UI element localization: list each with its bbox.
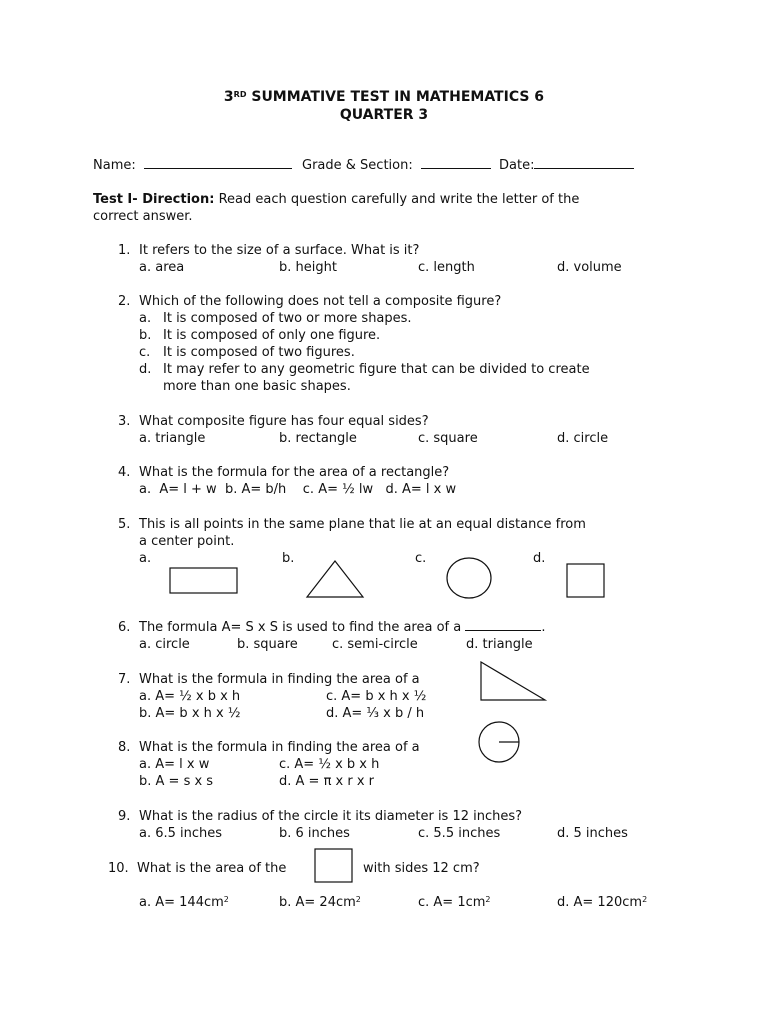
- question-text: What composite figure has four equal sides?: [139, 414, 429, 429]
- question-number: 5.: [118, 517, 131, 532]
- question-text: The formula A= S x S is used to find the area of a: [139, 620, 462, 635]
- question-number: 7.: [118, 672, 131, 687]
- circle-shape-icon: [445, 556, 493, 600]
- question-number: 3.: [118, 414, 131, 429]
- circle-radius-icon: [475, 720, 523, 764]
- question-text-line2: a center point.: [139, 534, 235, 549]
- question-number: 4.: [118, 465, 131, 480]
- options-line: a. A= l + w b. A= b/h c. A= ½ lw d. A= l x w: [139, 482, 457, 497]
- option-b: [279, 894, 361, 911]
- option-a: a. 6.5 inches: [139, 826, 223, 841]
- option-d-text: d. A= 120cm: [557, 895, 643, 910]
- info-line: [93, 157, 634, 174]
- option-c: c. length: [418, 260, 475, 275]
- grade-label: Grade & Section:: [302, 158, 413, 173]
- option-c-letter: c.: [139, 345, 151, 360]
- question-text: What is the formula in finding the area of a: [139, 740, 420, 755]
- question-number: 2.: [118, 294, 131, 309]
- option-c: [418, 894, 491, 911]
- option-a: [139, 894, 229, 911]
- option-b-text: b. A= 24cm: [279, 895, 356, 910]
- option-b: b. rectangle: [279, 431, 357, 446]
- option-c: It is composed of two figures.: [163, 345, 355, 360]
- option-b: b. A= b x h x ½: [139, 706, 241, 721]
- option-d: d. A = π x r x r: [279, 774, 374, 789]
- option-a: a. triangle: [139, 431, 206, 446]
- option-d-line1: It may refer to any geometric figure that can be divided to create: [163, 362, 590, 377]
- option-d-line2: more than one basic shapes.: [163, 379, 351, 394]
- option-c: c. A= ½ x b x h: [279, 757, 380, 772]
- option-d: d. volume: [557, 260, 622, 275]
- option-c: c. A= b x h x ½: [326, 689, 427, 704]
- option-d: d. triangle: [466, 637, 533, 652]
- question-text: Which of the following does not tell a composite figure?: [139, 294, 502, 309]
- option-b: b. square: [237, 637, 298, 652]
- triangle-shape-icon: [305, 559, 365, 599]
- option-d: d. 5 inches: [557, 826, 628, 841]
- question-text: What is the radius of the circle it its diameter is 12 inches?: [139, 809, 523, 824]
- name-blank[interactable]: [144, 157, 292, 169]
- question-text-line1: This is all points in the same plane that lie at an equal distance from: [139, 517, 586, 532]
- option-a-letter: a.: [139, 311, 152, 326]
- question-text: What is the formula for the area of a rectangle?: [139, 465, 450, 480]
- date-blank[interactable]: [534, 157, 634, 169]
- date-label: Date:: [499, 158, 535, 173]
- option-d: [557, 894, 647, 911]
- option-d-letter: d.: [139, 362, 152, 377]
- option-b-letter: b.: [139, 328, 152, 343]
- option-d: d. A= ⅓ x b / h: [326, 706, 425, 721]
- option-b: It is composed of only one figure.: [163, 328, 381, 343]
- name-label: Name:: [93, 158, 136, 173]
- question-text-end: with sides 12 cm?: [363, 861, 480, 876]
- option-c: c. square: [418, 431, 478, 446]
- question-text: It refers to the size of a surface. What is it?: [139, 243, 420, 258]
- grade-blank[interactable]: [421, 157, 491, 169]
- option-a: a.: [139, 551, 152, 566]
- page-subtitle: QUARTER 3: [339, 107, 429, 123]
- superscript: 2: [485, 895, 491, 904]
- superscript: 2: [355, 895, 361, 904]
- option-c: c. 5.5 inches: [418, 826, 501, 841]
- question-text-line: [139, 619, 546, 636]
- option-a: It is composed of two or more shapes.: [163, 311, 412, 326]
- option-a: a. area: [139, 260, 185, 275]
- directions-line2: correct answer.: [93, 209, 193, 224]
- option-c: c. semi-circle: [332, 637, 418, 652]
- question-number: 9.: [118, 809, 131, 824]
- option-b: b.: [282, 551, 295, 566]
- option-a: a. A= l x w: [139, 757, 210, 772]
- option-a: a. circle: [139, 637, 190, 652]
- question-number: 1.: [118, 243, 131, 258]
- page-title: [0, 88, 768, 106]
- option-b: b. height: [279, 260, 337, 275]
- option-d: d.: [533, 551, 546, 566]
- directions-line1: [93, 191, 579, 208]
- superscript: 2: [223, 895, 229, 904]
- square-shape-icon: [566, 563, 606, 599]
- question-end: .: [541, 620, 546, 635]
- directions-text: Read each question carefully and write the letter of the: [214, 192, 580, 207]
- option-a: a. A= ½ x b x h: [139, 689, 241, 704]
- option-d: d. circle: [557, 431, 609, 446]
- option-b: b. 6 inches: [279, 826, 350, 841]
- option-a-text: a. A= 144cm: [139, 895, 224, 910]
- question-number: 6.: [118, 620, 131, 635]
- option-c-text: c. A= 1cm: [418, 895, 486, 910]
- option-b: b. A = s x s: [139, 774, 214, 789]
- answer-blank[interactable]: [465, 619, 541, 631]
- question-text: What is the formula in finding the area of a: [139, 672, 420, 687]
- option-c: c.: [415, 551, 427, 566]
- title-superscript: RD: [233, 90, 247, 99]
- rectangle-shape-icon: [169, 567, 239, 595]
- directions-label: Test I- Direction:: [93, 192, 215, 207]
- title-text: SUMMATIVE TEST IN MATHEMATICS 6: [246, 89, 545, 105]
- square-shape-icon: [314, 848, 354, 884]
- question-number: 10.: [108, 861, 129, 876]
- question-number: 8.: [118, 740, 131, 755]
- question-text: What is the area of the: [137, 861, 287, 876]
- right-triangle-icon: [479, 660, 547, 702]
- title-number: 3: [223, 89, 234, 105]
- superscript: 2: [642, 895, 648, 904]
